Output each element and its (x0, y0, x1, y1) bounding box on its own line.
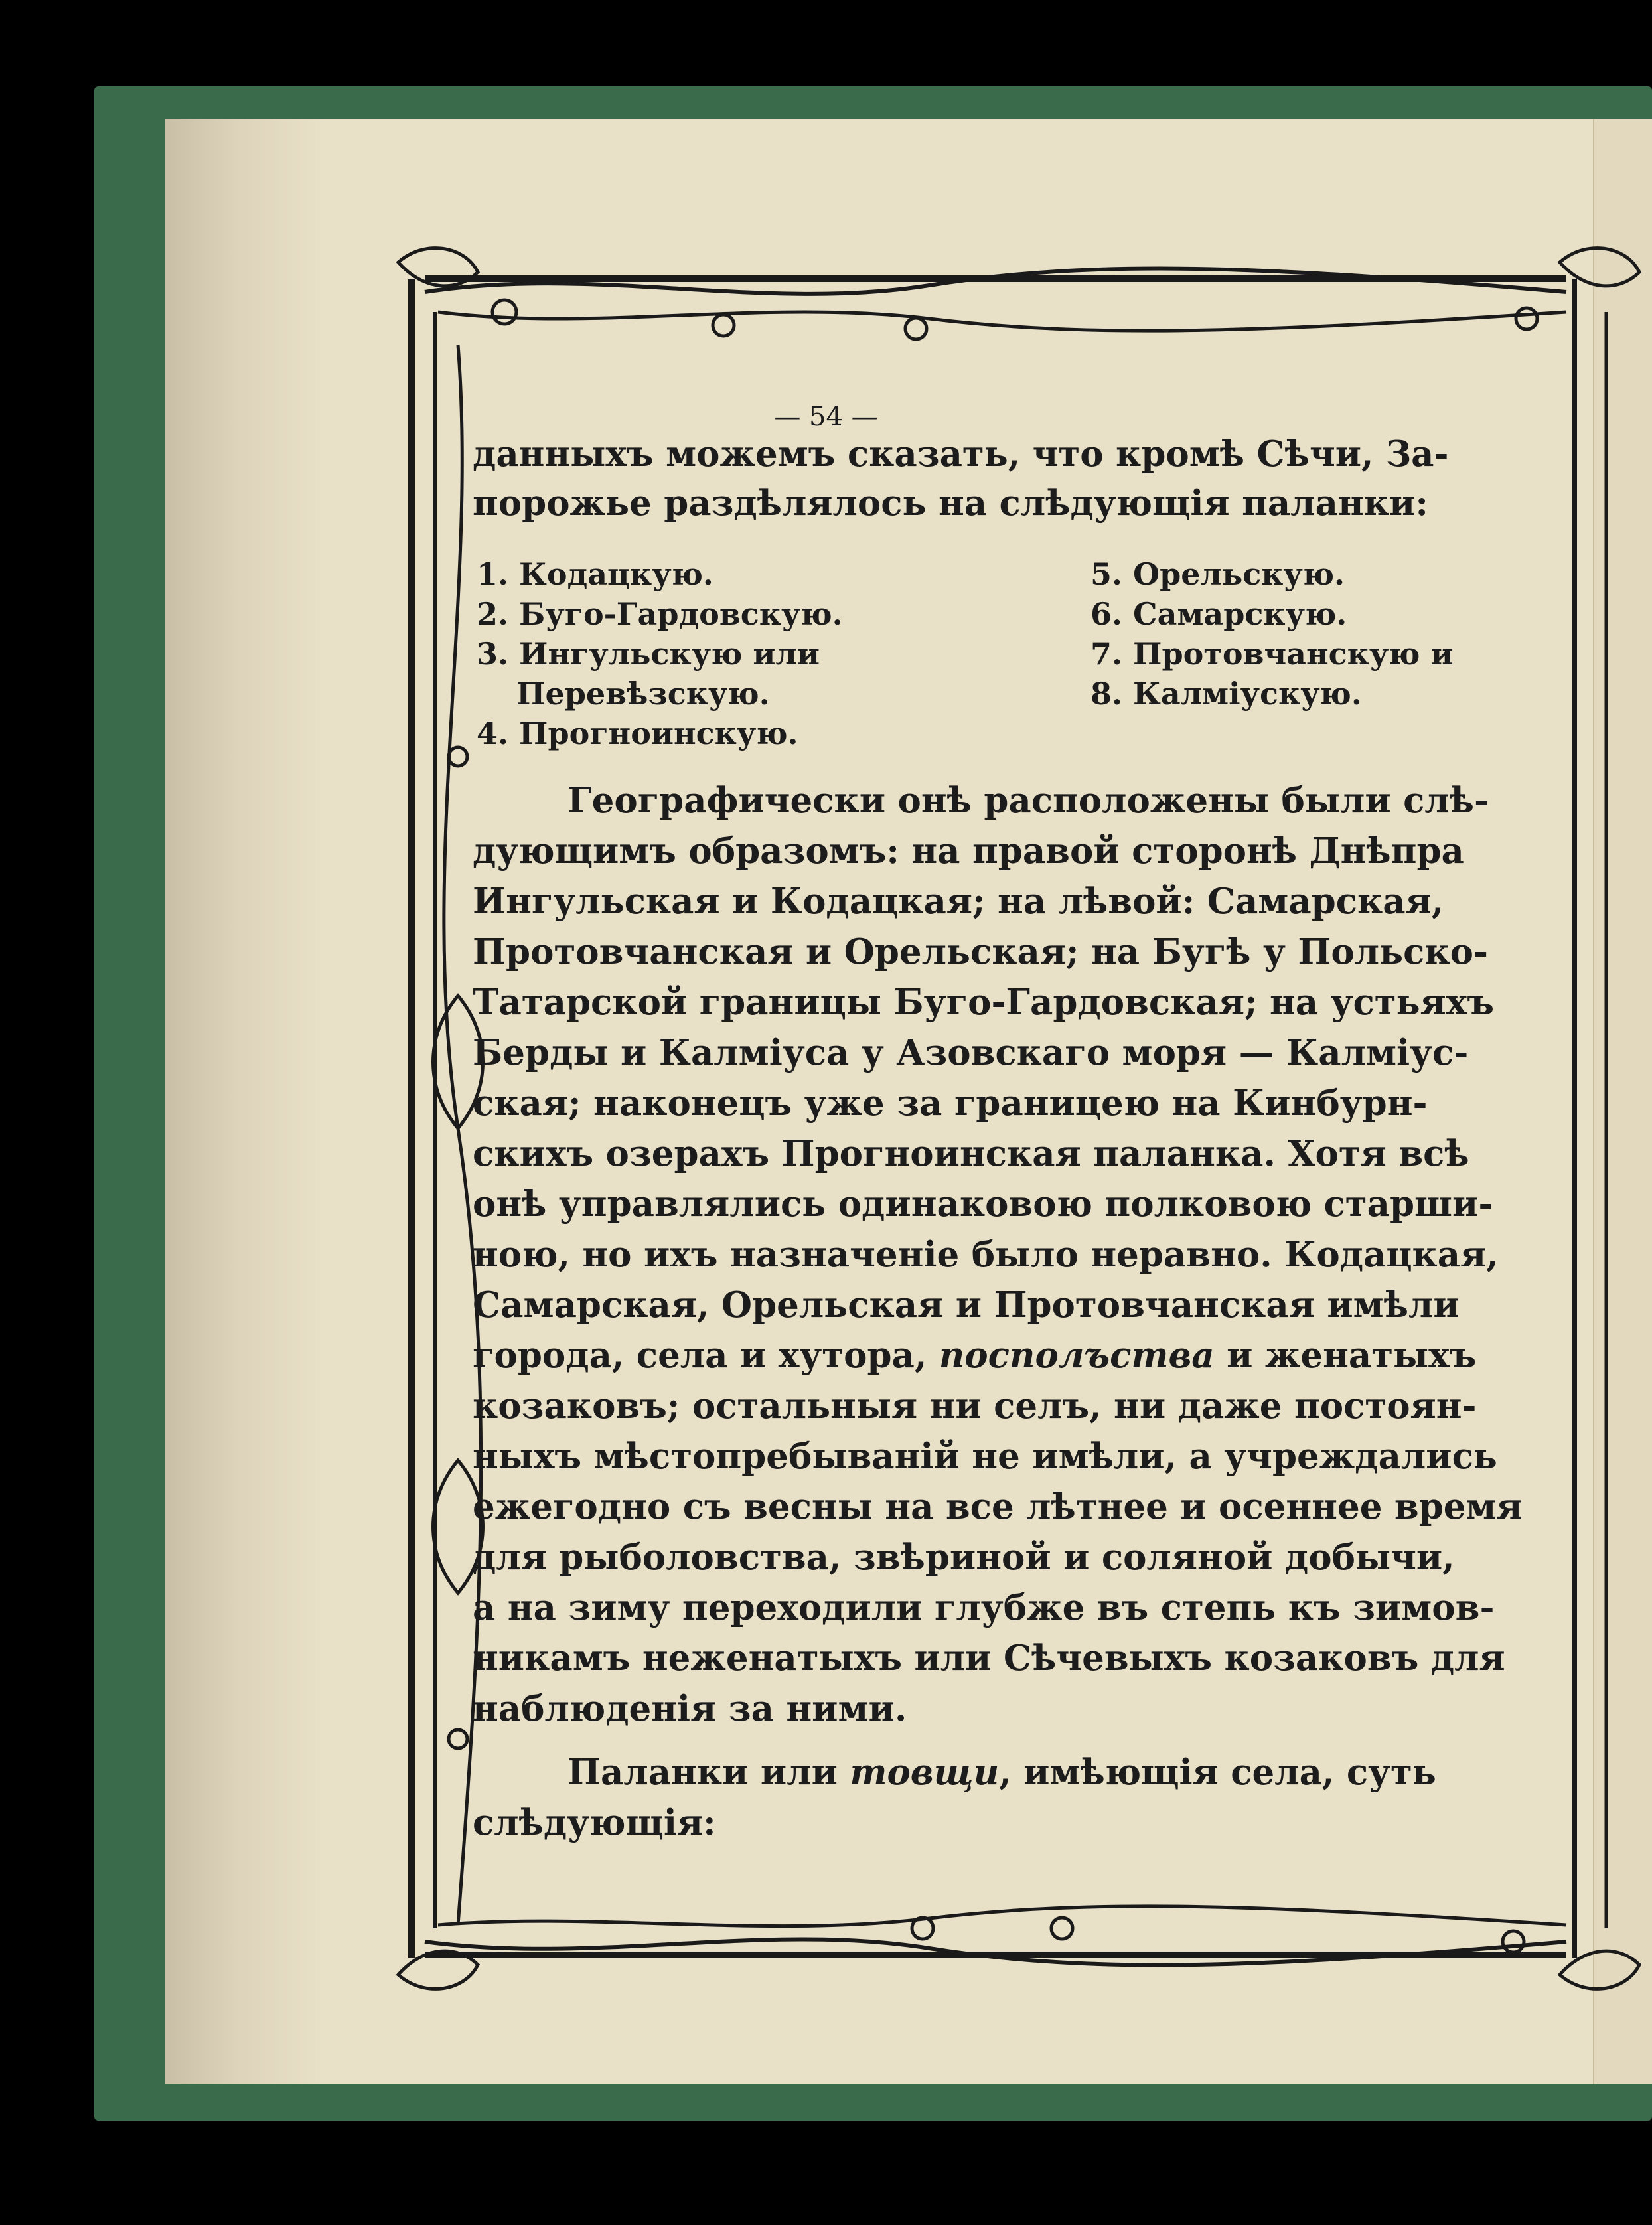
list-item: 1. Кодацкую. (477, 556, 713, 592)
text-line: никамъ неженатыхъ или Сѣчевыхъ козаковъ для (473, 1638, 1505, 1679)
list-item: 8. Калміускую. (1090, 676, 1362, 712)
text-line: скихъ озерахъ Прогноинская паланка. Хотя всѣ (473, 1133, 1469, 1174)
text-line: ныхъ мѣстопребываній не имѣли, а учреждались (473, 1436, 1497, 1477)
text-line: ною, но ихъ назначеніе было неравно. Кодацкая, (473, 1234, 1499, 1275)
text-line: козаковъ; остальныя ни селъ, ни даже постоян- (473, 1385, 1477, 1426)
text-line: Паланки или товщи, имѣющія села, суть (567, 1752, 1436, 1793)
text-line: порожье раздѣлялось на слѣдующія паланки: (473, 483, 1428, 524)
text-line: Ингульская и Кодацкая; на лѣвой: Самарская, (473, 881, 1444, 922)
list-item: 5. Орельскую. (1090, 556, 1345, 592)
text-line: дующимъ образомъ: на правой сторонѣ Днѣпра (473, 830, 1464, 872)
list-item: 3. Ингульскую или (477, 636, 820, 672)
list-item: 2. Буго-Гардовскую. (477, 596, 843, 632)
text-line: Берды и Калміуса у Азовскаго моря — Калміус- (473, 1032, 1469, 1073)
text-line: онѣ управлялись одинаковою полковою старши- (473, 1184, 1493, 1225)
text-line: Самарская, Орельская и Протовчанская имѣли (473, 1284, 1460, 1326)
list-item: Перевѣзскую. (516, 676, 770, 712)
text-line: ская; наконецъ уже за границею на Кинбурн- (473, 1083, 1428, 1124)
emphasis-text: посполъства (939, 1335, 1215, 1376)
text-line: а на зиму переходили глубже въ степь къ зимов- (473, 1587, 1495, 1628)
list-item: 4. Прогноинскую. (477, 716, 798, 751)
text-line: Географически онѣ расположены были слѣ- (567, 780, 1489, 821)
text-line: Протовчанская и Орельская; на Бугѣ у Польско- (473, 931, 1489, 972)
text-line: слѣдующія: (473, 1802, 716, 1843)
list-item: 7. Протовчанскую и (1090, 636, 1454, 672)
text-line: наблюденія за ними. (473, 1688, 907, 1729)
text-line: города, села и хутора, посполъства и женатыхъ (473, 1335, 1477, 1376)
text-line: для рыболовства, звѣриной и соляной добычи, (473, 1537, 1455, 1578)
list-item: 6. Самарскую. (1090, 596, 1347, 632)
page-number: — 54 — (774, 402, 878, 432)
emphasis-text: товщи (850, 1752, 1000, 1793)
text-line: данныхъ можемъ сказать, что кромѣ Сѣчи, За- (473, 433, 1449, 475)
text-line: Татарской границы Буго-Гардовская; на устьяхъ (473, 982, 1494, 1023)
text-line: ежегодно съ весны на все лѣтнее и осеннее время (473, 1486, 1523, 1527)
